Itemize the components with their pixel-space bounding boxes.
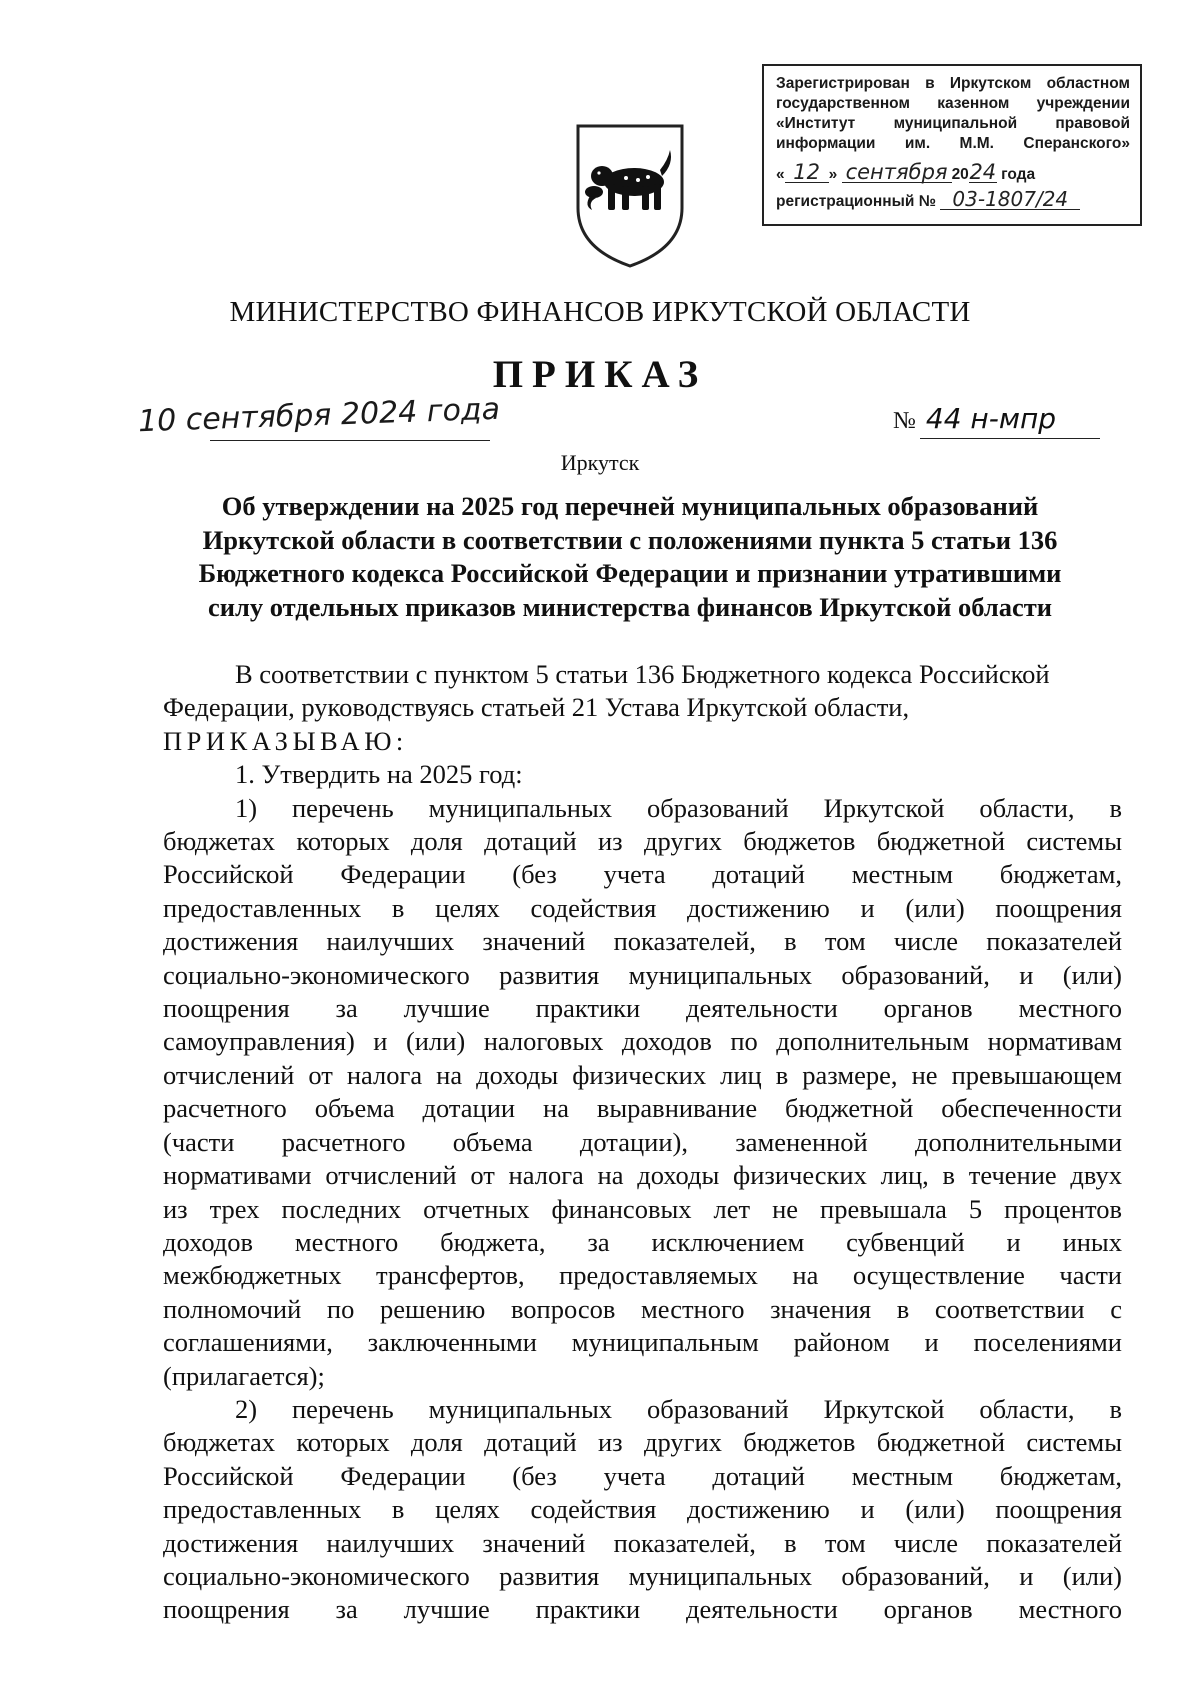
body-line: расчетного объема дотации на выравнивание бюджетной обеспеченности: [163, 1093, 1122, 1124]
body-line: 1. Утвердить на 2025 год:: [235, 759, 523, 790]
body-line: предоставленных в целях содействия достижению и (или) поощрения: [163, 1494, 1122, 1525]
order-number: [893, 402, 1056, 435]
stamp-date-line: « 12 » сентября 2024 года: [776, 160, 1036, 184]
body-line: поощрения за лучшие практики деятельности органов местного: [163, 1594, 1122, 1625]
stamp-line: информации им. М.М. Сперанского»: [776, 135, 1130, 152]
body-line: Российской Федерации (без учета дотаций местным бюджетам,: [163, 1460, 1122, 1491]
document-title: [160, 490, 1100, 624]
title-line: Бюджетного кодекса Российской Федерации и признании утратившими: [198, 558, 1062, 588]
body-line: предоставленных в целях содействия достижению и (или) поощрения: [163, 892, 1122, 923]
registration-stamp: [762, 64, 1142, 226]
stamp-number-line: [776, 189, 1130, 212]
body-line: ПРИКАЗЫВАЮ:: [163, 725, 408, 756]
body-line: нормативами отчислений от налога на доходы физических лиц, в течение двух: [163, 1160, 1122, 1191]
number-underline: [920, 438, 1100, 439]
stamp-line: «Институт муниципальной правовой: [776, 115, 1130, 132]
body-line: бюджетах которых доля дотаций из других бюджетов бюджетной системы: [163, 1427, 1122, 1458]
stamp-year-prefix: 20: [951, 166, 969, 183]
title-line: Иркутской области в соответствии с положениями пункта 5 статьи 136: [202, 524, 1058, 555]
body-line: В соответствии с пунктом 5 статьи 136 Бюджетного кодекса Российской: [235, 659, 1050, 689]
body-line: 2) перечень муниципальных образований Иркутской области, в: [235, 1393, 1122, 1424]
document-type: ПРИКАЗ: [492, 353, 708, 396]
stamp-year-word: года: [1001, 166, 1036, 183]
body-line: самоуправления) и (или) налоговых доходов по дополнительным нормативам: [163, 1026, 1122, 1057]
stamp-line: государственном казенном учреждении: [776, 95, 1130, 112]
stamp-line: Зарегистрирован в Иркутском областном: [776, 75, 1130, 92]
body-line: социально-экономического развития муниципальных образований, и (или): [163, 959, 1122, 990]
title-line: Об утверждении на 2025 год перечней муниципальных образований: [221, 491, 1039, 521]
body-line: полномочий по решению вопросов местного значения в соответствии с: [163, 1293, 1122, 1324]
order-date-handwritten: 10 сентября 2024 года: [137, 391, 501, 440]
order-number-handwritten: 44 н-мпр: [925, 402, 1057, 435]
city: Иркутск: [560, 450, 640, 475]
body-line: из трех последних отчетных финансовых лет не превышала 5 процентов: [163, 1193, 1122, 1224]
stamp-month: сентября: [842, 162, 952, 183]
body-line: социально-экономического развития муниципальных образований, и (или): [163, 1560, 1122, 1591]
title-line: силу отдельных приказов министерства финансов Иркутской области: [207, 591, 1053, 622]
body-line: (прилагается);: [163, 1360, 325, 1391]
stamp-year-suffix: 24: [969, 160, 997, 184]
body-line: (части расчетного объема дотации), замененной дополнительными: [163, 1126, 1122, 1157]
body-line: доходов местного бюджета, за исключением субвенций и иных: [163, 1226, 1122, 1257]
body-line: межбюджетных трансфертов, предоставляемых на осуществление части: [163, 1260, 1122, 1291]
body-line: 1) перечень муниципальных образований Иркутской области, в: [235, 792, 1122, 823]
stamp-reg-number: 03-1807/24: [940, 189, 1080, 210]
body-line: Федерации, руководствуясь статьей 21 Устава Иркутской области,: [163, 692, 910, 723]
body-line: соглашениями, заключенными муниципальным районом и поселениями: [163, 1327, 1122, 1358]
body-line: Российской Федерации (без учета дотаций местным бюджетам,: [163, 859, 1122, 890]
body-line: отчислений от налога на доходы физических лиц в размере, не превышающем: [163, 1059, 1122, 1090]
number-label: №: [893, 408, 916, 434]
body-line: достижения наилучших значений показателей, в том числе показателей: [163, 926, 1122, 957]
coat-of-arms-icon: [570, 120, 690, 270]
body-line: поощрения за лучшие практики деятельности органов местного: [163, 993, 1122, 1024]
body-line: достижения наилучших значений показателей, в том числе показателей: [163, 1527, 1122, 1558]
ministry-name: МИНИСТЕРСТВО ФИНАНСОВ ИРКУТСКОЙ ОБЛАСТИ: [229, 296, 971, 328]
document-body: [163, 658, 1122, 1627]
date-underline: [210, 440, 490, 441]
body-line: бюджетах которых доля дотаций из других бюджетов бюджетной системы: [163, 826, 1122, 857]
stamp-day: 12: [785, 162, 829, 183]
stamp-reg-label: регистрационный №: [776, 193, 936, 210]
